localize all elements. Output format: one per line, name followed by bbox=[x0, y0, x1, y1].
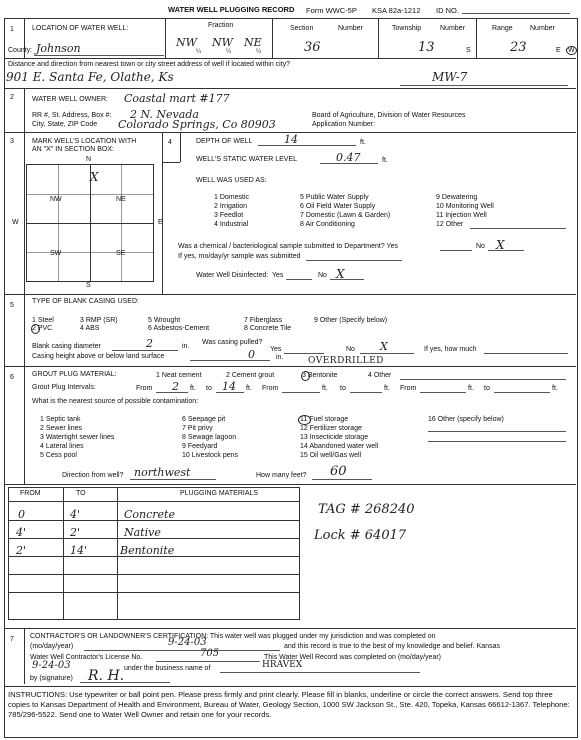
use-dewatering[interactable]: 9 Dewatering bbox=[436, 194, 478, 201]
casing-pvc[interactable]: 2 PVC bbox=[32, 325, 53, 332]
township-suffix: S bbox=[466, 47, 471, 54]
section-number-label: Number bbox=[338, 25, 363, 32]
casing-wrought[interactable]: 5 Wrought bbox=[148, 317, 181, 324]
source-abandoned-well[interactable]: 14 Abandoned water well bbox=[300, 443, 379, 450]
range-number-label: Number bbox=[530, 25, 555, 32]
license-label: Water Well Contractor's License No. bbox=[30, 654, 143, 661]
south-label: S bbox=[86, 282, 91, 289]
source-fertilizer[interactable]: 12 Fertilizer storage bbox=[300, 425, 362, 432]
quarter-1: ¼ bbox=[196, 49, 202, 55]
depth-value[interactable]: 14 bbox=[284, 133, 298, 146]
grout-cement-grout[interactable]: 2 Cement grout bbox=[226, 372, 275, 379]
distance-label: Distance and direction from nearest town or city street address of well if located within city? bbox=[8, 61, 291, 68]
county-label: County: bbox=[8, 47, 33, 54]
mark-label-2: AN "X" IN SECTION BOX: bbox=[32, 146, 114, 153]
east-label: E bbox=[158, 219, 163, 226]
quarter-2: ¼ bbox=[226, 49, 232, 55]
street-value[interactable]: 2 N. Nevada bbox=[130, 108, 199, 121]
source-fuel-storage-circle bbox=[298, 415, 311, 425]
casing-pvc-circle bbox=[31, 324, 40, 334]
owner-value[interactable]: Coastal mart #177 bbox=[124, 92, 230, 105]
location-label: LOCATION OF WATER WELL: bbox=[32, 25, 129, 32]
contamination-question: What is the nearest source of possible contamination: bbox=[32, 398, 199, 405]
plug-row-3-from[interactable]: 2' bbox=[16, 544, 27, 557]
use-air-conditioning[interactable]: 8 Air Conditioning bbox=[300, 221, 355, 228]
used-as-label: WELL WAS USED AS: bbox=[196, 177, 267, 184]
plug-to-header: TO bbox=[76, 490, 86, 497]
interval-2-to-unit: ft. bbox=[384, 385, 390, 392]
west-label: W bbox=[12, 219, 19, 226]
depth-label: DEPTH OF WELL bbox=[196, 138, 253, 145]
casing-height-unit: in. bbox=[276, 354, 284, 361]
ksa-number: KSA 82a-1212 bbox=[372, 6, 421, 15]
mark-label-1: MARK WELL'S LOCATION WITH bbox=[32, 138, 137, 145]
location-mark: X bbox=[90, 170, 99, 184]
direction-label: Direction from well? bbox=[62, 472, 124, 479]
interval-2-from-unit: ft. bbox=[322, 385, 328, 392]
interval-1-to-unit: ft. bbox=[246, 385, 252, 392]
source-insecticide[interactable]: 13 Insecticide storage bbox=[300, 434, 369, 441]
application-number-label: Application Number: bbox=[312, 121, 376, 128]
depth-unit: ft. bbox=[360, 139, 366, 146]
nw-quadrant-label: NW bbox=[50, 196, 62, 203]
certification-line-2: and this record is true to the best of my knowledge and belief. Kansas bbox=[284, 643, 500, 650]
source-sewage-lagoon[interactable]: 8 Sewage lagoon bbox=[182, 434, 237, 441]
casing-pulled-no-label: No bbox=[346, 346, 355, 353]
interval-3-to-unit: ft. bbox=[552, 385, 558, 392]
range-e[interactable]: E bbox=[556, 47, 561, 54]
plug-row-2-material[interactable]: Native bbox=[124, 526, 161, 539]
north-label: N bbox=[86, 156, 92, 163]
county-value[interactable]: Johnson bbox=[36, 42, 81, 55]
source-oil-gas-well[interactable]: 15 Oil well/Gas well bbox=[300, 452, 362, 459]
chem-sample-no-mark[interactable]: X bbox=[496, 238, 505, 252]
section-4-number: 4 bbox=[168, 139, 172, 146]
range-w-circled[interactable]: W bbox=[568, 47, 575, 54]
how-much-label: If yes, how much bbox=[424, 346, 477, 353]
grout-other[interactable]: 4 Other bbox=[368, 372, 392, 379]
board-text: Board of Agriculture, Division of Water Resources bbox=[312, 112, 466, 119]
disinfected-yes-label: Yes bbox=[272, 272, 284, 279]
casing-height-value[interactable]: 0 bbox=[248, 348, 255, 361]
interval-3-to-label: to bbox=[484, 385, 490, 392]
grout-neat-cement[interactable]: 1 Neat cement bbox=[156, 372, 202, 379]
id-no-label: ID NO. bbox=[436, 6, 459, 15]
grout-material-label: GROUT PLUG MATERIAL: bbox=[32, 371, 117, 378]
section-value[interactable]: 36 bbox=[304, 40, 321, 55]
address-value[interactable]: 901 E. Santa Fe, Olathe, Ks bbox=[6, 70, 174, 84]
range-label: Range bbox=[492, 25, 513, 32]
interval-1-from-label: From bbox=[136, 385, 153, 392]
casing-asbestos[interactable]: 6 Asbestos-Cement bbox=[148, 325, 210, 332]
casing-fiberglass[interactable]: 7 Fiberglass bbox=[244, 317, 283, 324]
use-domestic[interactable]: 1 Domestic bbox=[214, 194, 250, 201]
completed-date-value[interactable]: 9-24-03 bbox=[168, 637, 207, 648]
lock-number-note: Lock # 64017 bbox=[314, 528, 407, 543]
city-value[interactable]: Colorado Springs, Co 80903 bbox=[118, 118, 276, 131]
section-3-number: 3 bbox=[10, 138, 14, 145]
fraction-3[interactable]: NE bbox=[244, 36, 262, 49]
use-irrigation[interactable]: 2 Irrigation bbox=[214, 203, 248, 210]
ne-quadrant-label: NE bbox=[116, 196, 126, 203]
interval-1-from-value[interactable]: 2 bbox=[172, 380, 179, 393]
source-fuel-storage[interactable]: 11 Fuel storage bbox=[300, 416, 349, 423]
feet-value[interactable]: 60 bbox=[330, 464, 347, 479]
static-level-value[interactable]: 0.47 bbox=[336, 151, 361, 164]
grout-intervals-label: Grout Plug Intervals: bbox=[32, 384, 96, 391]
chem-sample-question: Was a chemical / bacteriological sample submitted to Department? Yes bbox=[178, 243, 398, 250]
record-completed-date[interactable]: 9-24-03 bbox=[32, 660, 71, 671]
interval-1-to-value[interactable]: 14 bbox=[222, 380, 236, 393]
interval-1-to-label: to bbox=[206, 385, 212, 392]
casing-pulled-no-mark[interactable]: X bbox=[380, 340, 388, 353]
street-label: RR #, St. Address, Box #: bbox=[32, 112, 112, 119]
city-label: City, State, ZIP Code bbox=[32, 121, 98, 128]
casing-steel[interactable]: 1 Steel bbox=[32, 317, 54, 324]
source-other[interactable]: 16 Other (specify below) bbox=[428, 416, 504, 423]
use-feedlot[interactable]: 3 Feedlot bbox=[214, 212, 244, 219]
casing-diameter-label: Blank casing diameter bbox=[32, 343, 101, 350]
casing-other[interactable]: 9 Other (Specify below) bbox=[314, 317, 388, 324]
casing-type-label: TYPE OF BLANK CASING USED: bbox=[32, 298, 139, 305]
source-feedyard[interactable]: 9 Feedyard bbox=[182, 443, 218, 450]
use-monitoring-well[interactable]: 10 Monitoring Well bbox=[436, 203, 494, 210]
form-number: Form WWC-5P bbox=[306, 6, 357, 15]
casing-abs[interactable]: 4 ABS bbox=[80, 325, 100, 332]
license-value[interactable]: 705 bbox=[200, 648, 220, 659]
township-label: Township bbox=[392, 25, 422, 32]
static-level-unit: ft. bbox=[382, 157, 388, 164]
section-label: Section bbox=[290, 25, 314, 32]
source-septic-tank[interactable]: 1 Septic tank bbox=[40, 416, 81, 423]
se-quadrant-label: SE bbox=[116, 250, 126, 257]
sw-quadrant-label: SW bbox=[50, 250, 62, 257]
signature-label: by (signature) bbox=[30, 675, 73, 682]
plug-materials-header: PLUGGING MATERIALS bbox=[180, 490, 259, 497]
section-1-number: 1 bbox=[10, 26, 14, 33]
use-other[interactable]: 12 Other bbox=[436, 221, 464, 228]
grout-bentonite-circle bbox=[301, 371, 310, 381]
fraction-2[interactable]: NW bbox=[212, 36, 233, 49]
use-industrial[interactable]: 4 Industrial bbox=[214, 221, 249, 228]
disinfected-no-mark[interactable]: X bbox=[336, 267, 345, 281]
casing-concrete-tile[interactable]: 8 Concrete Tile bbox=[244, 325, 292, 332]
chem-sample-no-label: No bbox=[476, 243, 485, 250]
plug-row-1-material[interactable]: Concrete bbox=[124, 508, 175, 521]
fraction-label: Fraction bbox=[208, 22, 234, 29]
plug-row-2-from[interactable]: 4' bbox=[16, 526, 27, 539]
interval-3-from-unit: ft. bbox=[468, 385, 474, 392]
plug-row-1-to[interactable]: 4' bbox=[70, 508, 81, 521]
plug-row-3-to[interactable]: 14' bbox=[70, 544, 88, 557]
section-6-number: 6 bbox=[10, 374, 14, 381]
business-name-value[interactable]: HRAVEX bbox=[262, 660, 303, 670]
interval-2-to-label: to bbox=[340, 385, 346, 392]
use-oil-field[interactable]: 6 Oil Field Water Supply bbox=[300, 203, 376, 210]
record-completed-label: This Water Well Record was completed on (mo/day/year) bbox=[264, 654, 442, 661]
instructions-text: INSTRUCTIONS: Use typewriter or ball point pen. Please press firmly and print clearly. Please fill in blanks, underline or circle the correct answers. Send top three copies to Kansas Department of Health and Environment, Bureau of Water, Geology Section, 1000 SW Jackson St., Ste. 420, Topeka, Kansas 66612-1367. Telephone: 785/296-5522. Send one to Water Well Owner and retain one for your records. bbox=[8, 690, 570, 719]
section-5-number: 5 bbox=[10, 302, 14, 309]
interval-2-from-label: From bbox=[262, 385, 279, 392]
range-value[interactable]: 23 bbox=[510, 40, 527, 55]
casing-rmp[interactable]: 3 RMP (SR) bbox=[80, 317, 118, 324]
interval-3-from-label: From bbox=[400, 385, 417, 392]
source-seepage-pit[interactable]: 6 Seepage pit bbox=[182, 416, 226, 423]
disinfected-no-label: No bbox=[318, 272, 327, 279]
source-livestock-pens[interactable]: 10 Livestock pens bbox=[182, 452, 239, 459]
quarter-3: ¼ bbox=[256, 49, 262, 55]
source-watertight-sewer[interactable]: 3 Watertight sewer lines bbox=[40, 434, 115, 441]
township-number-label: Number bbox=[440, 25, 465, 32]
casing-diameter-value[interactable]: 2 bbox=[146, 337, 153, 350]
use-injection-well[interactable]: 11 Injection Well bbox=[436, 212, 487, 219]
plug-row-3-material[interactable]: Bentonite bbox=[120, 544, 175, 557]
sample-date-question: If yes, mo/day/yr sample was submitted bbox=[178, 253, 301, 260]
signature[interactable]: R. H. bbox=[88, 668, 125, 684]
casing-pulled-question: Was casing pulled? bbox=[202, 339, 263, 346]
use-lawn-garden[interactable]: 7 Domestic (Lawn & Garden) bbox=[300, 212, 391, 219]
section-2-number: 2 bbox=[10, 94, 14, 101]
interval-1-from-unit: ft. bbox=[190, 385, 196, 392]
casing-diameter-unit: in. bbox=[182, 343, 190, 350]
plug-from-header: FROM bbox=[20, 490, 41, 497]
grout-bentonite[interactable]: 3 Bentonite bbox=[302, 372, 338, 379]
plug-row-2-to[interactable]: 2' bbox=[70, 526, 81, 539]
disinfected-question: Water Well Disinfected: bbox=[196, 272, 269, 279]
township-value[interactable]: 13 bbox=[418, 40, 435, 55]
section-7-number: 7 bbox=[10, 636, 14, 643]
well-id-value[interactable]: MW-7 bbox=[432, 70, 468, 84]
source-pit-privy[interactable]: 7 Pit privy bbox=[182, 425, 213, 432]
feet-label: How many feet? bbox=[256, 472, 307, 479]
casing-pulled-yes-label: Yes bbox=[270, 346, 282, 353]
fraction-1[interactable]: NW bbox=[176, 36, 197, 49]
use-public-water[interactable]: 5 Public Water Supply bbox=[300, 194, 369, 201]
owner-label: WATER WELL OWNER: bbox=[32, 96, 108, 103]
static-level-label: WELL'S STATIC WATER LEVEL bbox=[196, 156, 298, 163]
source-cess-pool[interactable]: 5 Cess pool bbox=[40, 452, 77, 459]
completed-date-label: (mo/day/year) bbox=[30, 643, 74, 650]
direction-value[interactable]: northwest bbox=[134, 466, 191, 479]
plug-row-1-from[interactable]: 0 bbox=[18, 508, 25, 521]
certification-line-1: CONTRACTOR'S OR LANDOWNER'S CERTIFICATION: This water well was plugged under my jurisdiction and was completed on bbox=[30, 633, 436, 640]
form-title: WATER WELL PLUGGING RECORD bbox=[168, 5, 295, 14]
casing-height-label: Casing height above or below land surface bbox=[32, 353, 165, 360]
source-sewer-lines[interactable]: 2 Sewer lines bbox=[40, 425, 83, 432]
source-lateral-lines[interactable]: 4 Lateral lines bbox=[40, 443, 84, 450]
tag-number-note: TAG # 268240 bbox=[318, 502, 415, 517]
overdrilled-note: OVERDRILLED bbox=[308, 356, 384, 366]
business-name-label: under the business name of bbox=[124, 665, 211, 672]
